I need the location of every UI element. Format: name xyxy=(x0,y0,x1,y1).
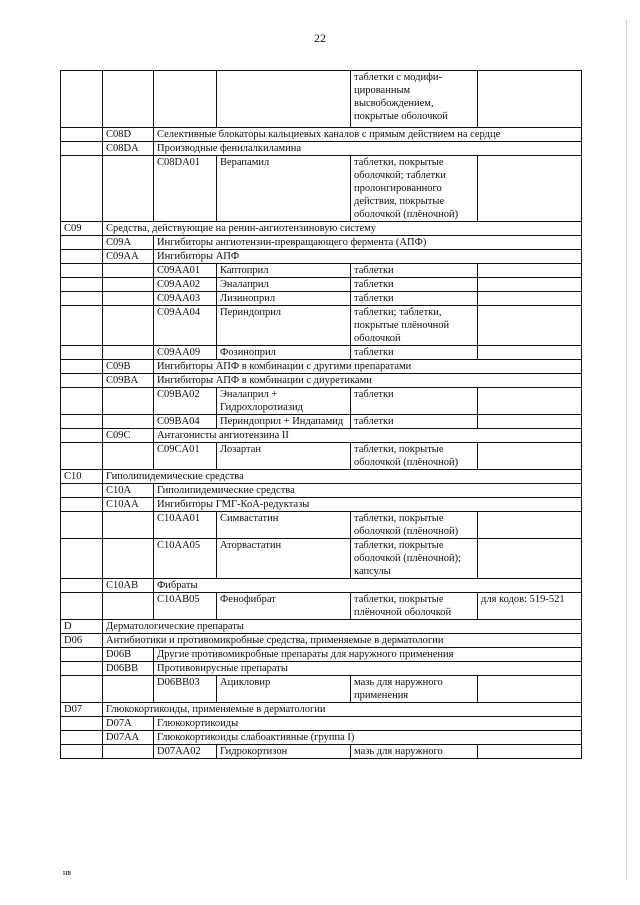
drug-name: Фенофибрат xyxy=(217,593,351,620)
group-name: Глюкокортикоиды xyxy=(154,717,582,731)
atc-code-product: C09AA02 xyxy=(154,278,217,292)
table-row xyxy=(61,579,582,593)
group-name: Селективные блокаторы кальциевых каналов с прямым действием на сердце xyxy=(154,128,582,142)
empty-cell xyxy=(61,731,103,745)
table-row xyxy=(61,142,582,156)
drug-name: Фозиноприл xyxy=(217,346,351,360)
empty-cell xyxy=(103,539,154,579)
empty-cell xyxy=(61,662,103,676)
notes xyxy=(478,415,582,429)
empty-cell xyxy=(103,745,154,759)
atc-code-l3: C09B xyxy=(103,360,154,374)
table-row xyxy=(61,662,582,676)
dosage-form: таблетки, покрытые плёночной оболочкой xyxy=(351,593,478,620)
group-name: Противовирусные препараты xyxy=(154,662,582,676)
empty-cell xyxy=(61,443,103,470)
empty-cell xyxy=(61,306,103,346)
empty-cell xyxy=(103,306,154,346)
atc-code-product: C09AA09 xyxy=(154,346,217,360)
table-row xyxy=(61,745,582,759)
group-name: Фибраты xyxy=(154,579,582,593)
table-row xyxy=(61,292,582,306)
atc-code-l4: D06BB xyxy=(103,662,154,676)
table-row xyxy=(61,484,582,498)
drug-name: Эналаприл + Гидрохлоротиазид xyxy=(217,388,351,415)
atc-code-l3: C09C xyxy=(103,429,154,443)
empty-cell xyxy=(61,156,103,222)
dosage-form: таблетки xyxy=(351,346,478,360)
table-row xyxy=(61,731,582,745)
empty-cell xyxy=(61,388,103,415)
group-name: Ингибиторы АПФ в комбинации с диуретиками xyxy=(154,374,582,388)
table-row xyxy=(61,360,582,374)
table-row xyxy=(61,128,582,142)
dosage-form: таблетки, покрытые оболочкой (плёночной) xyxy=(351,512,478,539)
atc-code-l2: D06 xyxy=(61,634,103,648)
table-row xyxy=(61,429,582,443)
drug-name: Гидрокортизон xyxy=(217,745,351,759)
empty-cell xyxy=(61,579,103,593)
drug-name: Симвастатин xyxy=(217,512,351,539)
empty-cell xyxy=(103,346,154,360)
atc-code-l3: D07A xyxy=(103,717,154,731)
notes xyxy=(478,292,582,306)
atc-code-l2: C09 xyxy=(61,222,103,236)
group-name: Антагонисты ангиотензина II xyxy=(154,429,582,443)
table-row xyxy=(61,498,582,512)
notes xyxy=(478,745,582,759)
drug-name: Каптоприл xyxy=(217,264,351,278)
empty-cell xyxy=(61,142,103,156)
notes xyxy=(478,539,582,579)
table-row xyxy=(61,415,582,429)
dosage-form: таблетки с модифи- цированным высвобождением, покрытые оболочкой xyxy=(351,71,478,128)
atc-code-l4: C09AA xyxy=(103,250,154,264)
empty-cell xyxy=(61,717,103,731)
atc-code-product: C10AA01 xyxy=(154,512,217,539)
notes xyxy=(478,443,582,470)
empty-cell xyxy=(103,388,154,415)
table-row xyxy=(61,264,582,278)
atc-code-product: C09AA01 xyxy=(154,264,217,278)
table-row xyxy=(61,703,582,717)
empty-cell xyxy=(61,374,103,388)
atc-code-product: D06BB03 xyxy=(154,676,217,703)
atc-code-product: C09AA04 xyxy=(154,306,217,346)
empty-cell xyxy=(103,512,154,539)
group-name: Ингибиторы АПФ xyxy=(154,250,582,264)
footer-mark: нв xyxy=(63,868,72,877)
dosage-form: таблетки, покрытые оболочкой; таблетки пролонгированного действия, покрытые оболочкой (плёночной) xyxy=(351,156,478,222)
empty-cell xyxy=(61,236,103,250)
empty-cell xyxy=(103,292,154,306)
table-row xyxy=(61,250,582,264)
drug-name: Лозартан xyxy=(217,443,351,470)
empty-cell xyxy=(61,429,103,443)
drug-name: Периндоприл xyxy=(217,306,351,346)
table-row xyxy=(61,648,582,662)
drug-name: Периндоприл + Индапамид xyxy=(217,415,351,429)
notes xyxy=(478,388,582,415)
group-name: Глюкокортикоиды слабоактивные (группа I) xyxy=(154,731,582,745)
page-number: 22 xyxy=(314,31,326,45)
atc-code-l4: C08DA xyxy=(103,142,154,156)
group-name: Глюкокортикоиды, применяемые в дерматологии xyxy=(103,703,582,717)
empty-cell xyxy=(61,278,103,292)
table-row xyxy=(61,71,582,128)
atc-code-l4: C10AB xyxy=(103,579,154,593)
atc-code-product: C09AA03 xyxy=(154,292,217,306)
empty-cell xyxy=(61,745,103,759)
atc-code-product: C10AB05 xyxy=(154,593,217,620)
empty-cell xyxy=(103,676,154,703)
empty-cell xyxy=(61,346,103,360)
empty-cell xyxy=(61,676,103,703)
notes xyxy=(478,306,582,346)
atc-code-l3: C09A xyxy=(103,236,154,250)
dosage-form: таблетки xyxy=(351,388,478,415)
table-row xyxy=(61,278,582,292)
table-row xyxy=(61,676,582,703)
table-row xyxy=(61,539,582,579)
notes xyxy=(478,512,582,539)
dosage-form: таблетки, покрытые оболочкой (плёночной) xyxy=(351,443,478,470)
empty-cell xyxy=(61,360,103,374)
empty-cell xyxy=(103,593,154,620)
atc-code-product: C09BA04 xyxy=(154,415,217,429)
group-name: Ингибиторы ангиотензин-превращающего фермента (АПФ) xyxy=(154,236,582,250)
empty-cell xyxy=(61,264,103,278)
table-row xyxy=(61,443,582,470)
group-name: Средства, действующие на ренин-ангиотензиновую систему xyxy=(103,222,582,236)
table-row xyxy=(61,388,582,415)
atc-code-product: C10AA05 xyxy=(154,539,217,579)
notes xyxy=(478,156,582,222)
atc-code-product: C08DA01 xyxy=(154,156,217,222)
group-name: Гиполипидемические средства xyxy=(103,470,582,484)
empty-cell xyxy=(61,593,103,620)
dosage-form: таблетки xyxy=(351,292,478,306)
table-row xyxy=(61,512,582,539)
drug-name: Лизиноприл xyxy=(217,292,351,306)
notes xyxy=(478,346,582,360)
empty-cell xyxy=(61,71,103,128)
page-edge-line xyxy=(626,20,627,880)
atc-code-product xyxy=(154,71,217,128)
atc-code-l3: C08D xyxy=(103,128,154,142)
table-row xyxy=(61,717,582,731)
empty-cell xyxy=(103,443,154,470)
notes xyxy=(478,676,582,703)
notes: для кодов: 519-521 xyxy=(478,593,582,620)
empty-cell xyxy=(61,512,103,539)
table-row xyxy=(61,306,582,346)
table-row xyxy=(61,222,582,236)
table-row xyxy=(61,236,582,250)
notes xyxy=(478,278,582,292)
empty-cell xyxy=(61,292,103,306)
table-row xyxy=(61,374,582,388)
drug-name: Ацикловир xyxy=(217,676,351,703)
dosage-form: мазь для наружного применения xyxy=(351,676,478,703)
empty-cell xyxy=(61,484,103,498)
table-row xyxy=(61,156,582,222)
table-row xyxy=(61,470,582,484)
empty-cell xyxy=(61,415,103,429)
table-row xyxy=(61,634,582,648)
atc-code-l4: D07AA xyxy=(103,731,154,745)
atc-code-l1: D xyxy=(61,620,103,634)
atc-code-l4: C09BA xyxy=(103,374,154,388)
table-row xyxy=(61,346,582,360)
atc-code-product: D07AA02 xyxy=(154,745,217,759)
drug-name xyxy=(217,71,351,128)
atc-code-product: C09CA01 xyxy=(154,443,217,470)
group-name: Ингибиторы ГМГ-КоА-редуктазы xyxy=(154,498,582,512)
atc-code-l2: C10 xyxy=(61,470,103,484)
drug-name: Аторвастатин xyxy=(217,539,351,579)
dosage-form: таблетки, покрытые оболочкой (плёночной); капсулы xyxy=(351,539,478,579)
empty-cell xyxy=(103,71,154,128)
empty-cell xyxy=(61,648,103,662)
atc-code-l3: D06B xyxy=(103,648,154,662)
dosage-form: таблетки xyxy=(351,264,478,278)
empty-cell xyxy=(61,498,103,512)
dosage-form: таблетки xyxy=(351,415,478,429)
drug-name: Эналаприл xyxy=(217,278,351,292)
group-name: Другие противомикробные препараты для наружного применения xyxy=(154,648,582,662)
dosage-form: таблетки xyxy=(351,278,478,292)
group-name: Антибиотики и противомикробные средства, применяемые в дерматологии xyxy=(103,634,582,648)
drug-name: Верапамил xyxy=(217,156,351,222)
group-name: Гиполипидемические средства xyxy=(154,484,582,498)
empty-cell xyxy=(61,539,103,579)
atc-code-l4: C10AA xyxy=(103,498,154,512)
empty-cell xyxy=(103,415,154,429)
table-row xyxy=(61,620,582,634)
atc-code-product: C09BA02 xyxy=(154,388,217,415)
table-row xyxy=(61,593,582,620)
group-name: Ингибиторы АПФ в комбинации с другими препаратами xyxy=(154,360,582,374)
dosage-form: таблетки; таблетки, покрытые плёночной оболочкой xyxy=(351,306,478,346)
notes xyxy=(478,71,582,128)
atc-code-l2: D07 xyxy=(61,703,103,717)
empty-cell xyxy=(61,250,103,264)
group-name: Производные фенилалкиламина xyxy=(154,142,582,156)
atc-code-l3: C10A xyxy=(103,484,154,498)
empty-cell xyxy=(103,264,154,278)
empty-cell xyxy=(103,278,154,292)
notes xyxy=(478,264,582,278)
group-name: Дерматологические препараты xyxy=(103,620,582,634)
drug-classification-table xyxy=(60,70,582,759)
dosage-form: мазь для наружного xyxy=(351,745,478,759)
empty-cell xyxy=(61,128,103,142)
empty-cell xyxy=(103,156,154,222)
